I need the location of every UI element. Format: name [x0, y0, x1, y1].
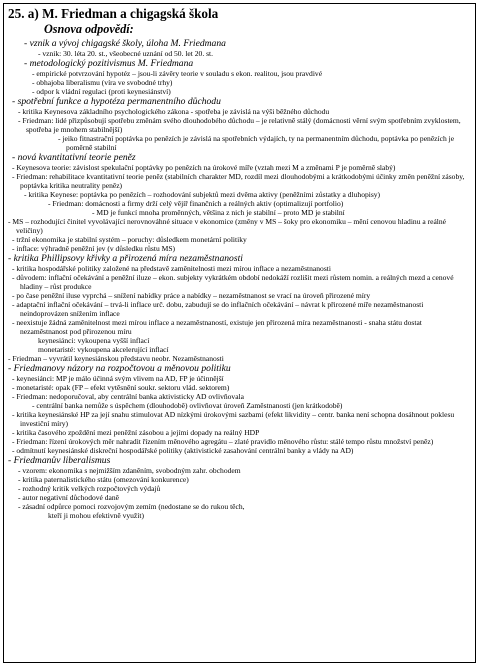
outline-item: keynesiánci: vykoupena vyšší inflací [38, 336, 150, 345]
outline-item: - MS – rozhodující činitel vyvolávající nerovnováhné situace v ekonomice (změny v MS – šoky pro ekonomiku – mění cenovou hladinu a reálné veličiny) [8, 217, 447, 235]
outline-item: - rozhodný kritik velkých rozpočtových výdajů [18, 484, 161, 493]
outline-item: - po čase peněžní iluse vyprchá – snížení nabídky práce a nabídky – nezaměstnanost se vrací na úroveň přirozené míry [12, 291, 371, 300]
section-heading: - metodologický pozitivismus M. Friedmana [24, 58, 194, 69]
outline-item: - kritika časového zpoždění mezi peněžní zásobou a jejími dopady na reálný HDP [12, 428, 260, 437]
outline-item: - monetaristé: opak (FP – efekt vytěsnění soukr. sektoru vlád. sektorem) [12, 383, 230, 392]
outline-item: - důvodem: inflační očekávání a peněžní iluze – ekon. subjekty vykrátkém období nedokáží rozlišit mezi růstem nomin. a reálných mezd a cenové hladiny – růst produkce [12, 273, 454, 291]
section-heading: - Friedmanovy názory na rozpočtovou a měnovou politiku [8, 363, 231, 374]
outline-item: - Friedman: lidé přizpůsobují spotřebu změnám svého dlouhodobého důchodu – je relativně stálý (domácnosti věrní svým spotřebním zvyklostem, spotřeba je mnohem stabilnější) [18, 116, 461, 134]
outline-item: - odmítnutí keynesiánské diskreční hospodářské politiky (aktivistické zasahování centrální banky a vlády na AD) [12, 446, 354, 455]
outline-item: - kritika keynesiánské HP za její snahu stimulovat AD nízkými úrokovými sazbami (efekt likvidity – centr. banka není schopna dosáhnout poklesu investiční míry) [12, 410, 455, 428]
outline-item: - tržní ekonomika je stabilní systém – poruchy: důsledkem monetární politiky [12, 235, 247, 244]
outline-item: - adaptační inflační očekávání – trvá-li inflace urč. dobu, zabudují se do inflačních očekávání – návrat k přirozené míře nezaměstnanosti neindoprovázen snížením inflace [12, 300, 424, 318]
outline-item: monetaristé: vykoupena akcelerující inflací [38, 345, 169, 354]
outline-item: - Friedman – vyvrátil keynesiánskou představu neobr. Nezaměstnanosti [8, 354, 224, 363]
document-subtitle: Osnova odpovědí: [44, 22, 134, 36]
outline-item: - Friedman: řízení úrokových měr nahradit řízením měnového agregátu – zlaté pravidlo měnového růstu: stálé tempo růstu množství peněz) [12, 437, 434, 446]
outline-item: - vznik: 30. léta 20. st., všeobecné uznání od 50. let 20. st. [38, 49, 214, 58]
document-title: 25. a) M. Friedman a chigagská škola [8, 6, 219, 21]
outline-item: - kritika hospodářské politiky založené na představě zaměnitelnosti mezi mírou inflace a nezaměstnanosti [12, 264, 331, 273]
outline-item: - inflace: výhradně peněžní jev (v důsledku růstu MS) [12, 244, 176, 253]
section-heading: - Friedmanův liberalismus [8, 455, 111, 466]
outline-item: - kritika Keynesova základního psychologického zákona - spotřeba je závislá na výši běžného důchodu [18, 107, 330, 116]
outline-item: - kritika Keynese: poptávka po penězích – rozhodování subjektů mezi dvěma aktivy (peněžními zůstatky a dluhopisy) [24, 190, 381, 199]
outline-item: - obhajoba liberalismu (víra ve svobodné trhy) [32, 78, 173, 87]
outline-item: - keynesiánci: MP je málo účinná svým vlivem na AD, FP je účinnější [12, 374, 224, 383]
outline-item: - odpor k vládní regulaci (proti keynesiánství) [32, 87, 171, 96]
outline-item: - jeiko fitnastrační poptávka po penězích je závislá na spotřebních výdajích, ty na permanentním důchodu, poptávka po penězích je poměrně stabilní [58, 134, 455, 152]
outline-item: - centrální banka nemůže s úspěchem (dlouhodobě) ovlivňovat úroveň Zaměstnanosti (jen krátkodobě) [32, 401, 343, 410]
outline-item: - autor negativní důchodové daně [18, 493, 120, 502]
outline-body [8, 38, 471, 520]
document-frame [3, 3, 476, 663]
section-heading: - nová kvantitativní teorie peněz [12, 152, 136, 163]
outline-item: - neexistuje žádná zaměnitelnost mezi mírou inflace a nezaměstnaností, existuje jen přirozená míra nezaměstnanosti - snaha státu dostat nezaměstnanost pod přirozenou míru [12, 318, 422, 336]
outline-item: kteří ji mohou efektivně využít) [48, 511, 144, 520]
section-heading: - kritika Phillipsovy křivky a přirozená míra nezaměstnanosti [8, 253, 243, 264]
section-heading: - spotřební funkce a hypotéza permanentního důchodu [12, 96, 221, 107]
outline-item: - vzorem: ekonomika s nejmižším zdaněním, svobodným zahr. obchodem [18, 466, 241, 475]
outline-item: - Friedman: domácnosti a firmy drží celý vějíř finančních a reálných aktiv (optimalizují portfolio) [48, 199, 344, 208]
outline-item: - zásadní odpůrce pomoci rozvojovým zemím (nedostane se do rukou těch, [18, 502, 245, 511]
section-heading: - vznik a vývoj chigagské školy, úloha M. Friedmana [24, 38, 226, 49]
outline-item: - kritika paternalistického státu (omezování konkurence) [18, 475, 189, 484]
outline-item: - Friedman: nedoporučoval, aby centrální banka aktivisticky AD ovlivňovala [12, 392, 245, 401]
outline-item: - MD je funkcí mnoha proměnných, většina z nich je stabilní – proto MD je stabilní [92, 208, 345, 217]
outline-item: - Keynesova teorie: závislost spekulační poptávky po penězích na úrokové míře (vztah mezi M a změnami P je poměrně slabý) [12, 163, 396, 172]
outline-item: - empirické potvrzování hypotéz – jsou-li závěry teorie v souladu s ekon. realitou, jsou pravdivé [32, 69, 323, 78]
outline-item: - Friedman: rehabilitace kvantitativní teorie peněz (stabilních charakter MD, rozdíl mezi dlouhodobými a krátkodobými účinky změn peněžní zásoby, poptávka kritika neutrality peněz) [12, 172, 465, 190]
